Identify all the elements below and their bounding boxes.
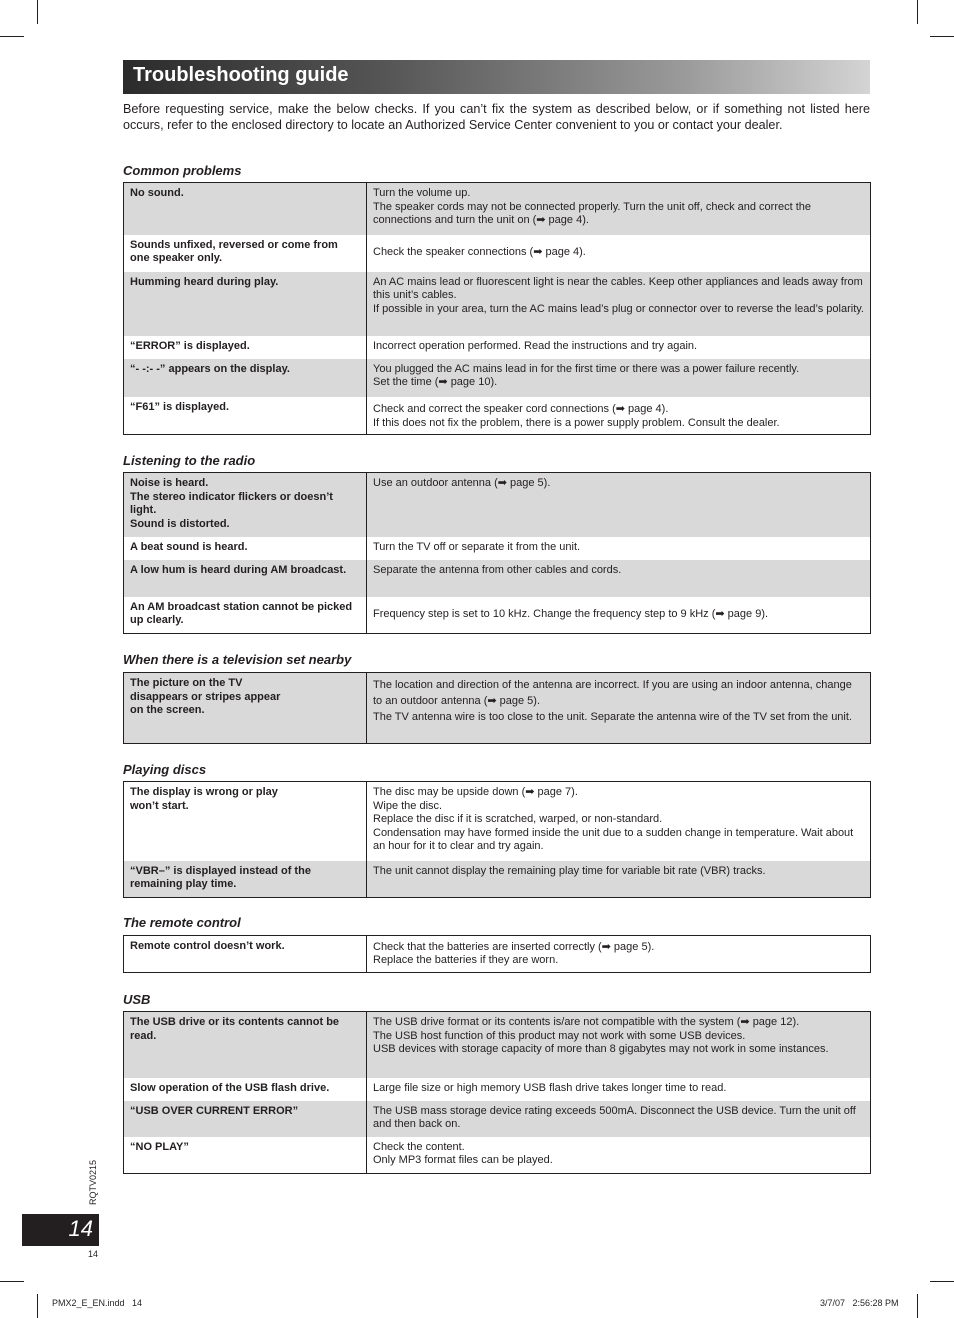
common-problems-table [123,182,871,435]
table-row [124,1101,871,1137]
table-row [124,397,871,435]
crop-mark [930,36,954,37]
page-number-tab [22,1214,99,1246]
table-row [124,673,871,744]
remedy-cell: Incorrect operation performed. Read the instructions and try again. [367,336,871,359]
problem-cell: The picture on the TV disappears or stripes appear on the screen. [124,673,367,744]
section-heading-common-problems: Common problems [123,163,242,178]
remedy-cell: The USB drive format or its contents is/are not compatible with the system (➡ page 12). The USB host function of this product may not work with some USB devices. USB devices with storage capacity of more than 8 gigabytes may not work in some instances. [367,1012,871,1078]
page-number: 14 [68,1216,93,1241]
problem-cell: The display is wrong or play won’t start. [124,782,367,861]
table-row [124,861,871,898]
problem-cell: “NO PLAY” [124,1137,367,1174]
table-row [124,235,871,272]
remedy-cell: You plugged the AC mains lead in for the first time or there was a power failure recently. Set the time (➡ page 10). [367,359,871,397]
table-row [124,782,871,861]
remedy-cell: The unit cannot display the remaining play time for variable bit rate (VBR) tracks. [367,861,871,898]
radio-table [123,472,871,634]
section-heading-radio: Listening to the radio [123,453,256,468]
problem-cell: Slow operation of the USB flash drive. [124,1078,367,1101]
crop-mark [0,36,24,37]
page-title: Troubleshooting guide [133,64,349,86]
problem-cell: Sounds unfixed, reversed or come from one speaker only. [124,235,367,272]
problem-cell: “ERROR” is displayed. [124,336,367,359]
crop-mark [917,0,918,24]
title-bar [123,60,870,94]
remedy-cell: Check the speaker connections (➡ page 4). [367,235,871,272]
remedy-cell: An AC mains lead or fluorescent light is near the cables. Keep other appliances and leads away from this unit’s cables. If possible in your area, turn the AC mains lead’s plug or connector over to reverse the lead’s polarity. [367,272,871,336]
table-row [124,1012,871,1078]
remedy-cell: Check the content. Only MP3 format files can be played. [367,1137,871,1174]
remedy-cell: The USB mass storage device rating exceeds 500mA. Disconnect the USB device. Turn the unit off and then back on. [367,1101,871,1137]
problem-cell: A beat sound is heard. [124,537,367,560]
problem-cell: An AM broadcast station cannot be picked up clearly. [124,597,367,634]
crop-mark [37,1294,38,1318]
usb-table [123,1011,871,1174]
crop-mark [917,1294,918,1318]
problem-cell: “F61” is displayed. [124,397,367,435]
remedy-cell: Large file size or high memory USB flash drive takes longer time to read. [367,1078,871,1101]
table-row [124,473,871,537]
section-heading-remote-control: The remote control [123,915,241,930]
remote-control-table [123,935,871,973]
crop-mark [37,0,38,24]
problem-cell: The USB drive or its contents cannot be read. [124,1012,367,1078]
problem-cell: “- -:- -” appears on the display. [124,359,367,397]
remedy-cell: Turn the volume up. The speaker cords may not be connected properly. Turn the unit off, check and correct the connections and turn the unit on (➡ page 4). [367,183,871,235]
remedy-cell: Separate the antenna from other cables and cords. [367,560,871,597]
section-heading-playing-discs: Playing discs [123,762,207,777]
remedy-cell: Check that the batteries are inserted correctly (➡ page 5). Replace the batteries if they are worn. [367,936,871,973]
table-row [124,336,871,359]
footer-timestamp: 3/7/07 2:56:28 PM [820,1298,899,1308]
document-code: RQTV0215 [88,1159,98,1205]
intro-paragraph: Before requesting service, make the below checks. If you can’t fix the system as described below, or if something not listed here occurs, refer to the enclosed directory to locate an Authorized Service Center convenient to you or contact your dealer. [123,102,870,132]
problem-cell: “USB OVER CURRENT ERROR” [124,1101,367,1137]
table-row [124,1137,871,1174]
table-row [124,272,871,336]
problem-cell: “VBR–” is displayed instead of the remaining play time. [124,861,367,898]
footer-filename: PMX2_E_EN.indd 14 [52,1298,143,1308]
remedy-cell: Use an outdoor antenna (➡ page 5). [367,473,871,537]
table-row [124,560,871,597]
problem-cell: A low hum is heard during AM broadcast. [124,560,367,597]
remedy-cell: The disc may be upside down (➡ page 7). Wipe the disc. Replace the disc if it is scratched, warped, or non-standard. Condensation may have formed inside the unit due to a sudden change in temperature. Wait about an hour for it to clear and try again. [367,782,871,861]
table-row [124,936,871,973]
table-row [124,1078,871,1101]
page-number-small: 14 [88,1249,99,1259]
crop-mark [930,1281,954,1282]
problem-cell: Remote control doesn’t work. [124,936,367,973]
table-row [124,537,871,560]
remedy-cell: Check and correct the speaker cord connections (➡ page 4). If this does not fix the problem, there is a power supply problem. Consult the dealer. [367,397,871,435]
remedy-cell: Frequency step is set to 10 kHz. Change the frequency step to 9 kHz (➡ page 9). [367,597,871,634]
problem-cell: Humming heard during play. [124,272,367,336]
remedy-cell: The location and direction of the antenna are incorrect. If you are using an indoor antenna, change to an outdoor antenna (➡ page 5). The TV antenna wire is too close to the unit. Separate the antenna wire of the TV set from the unit. [367,673,871,744]
crop-mark [0,1281,24,1282]
problem-cell: No sound. [124,183,367,235]
section-heading-television: When there is a television set nearby [123,652,352,667]
television-table [123,672,871,744]
playing-discs-table [123,781,871,898]
table-row [124,359,871,397]
section-heading-usb: USB [123,992,151,1007]
table-row [124,183,871,235]
problem-cell: Noise is heard. The stereo indicator flickers or doesn’t light. Sound is distorted. [124,473,367,537]
table-row [124,597,871,634]
remedy-cell: Turn the TV off or separate it from the unit. [367,537,871,560]
